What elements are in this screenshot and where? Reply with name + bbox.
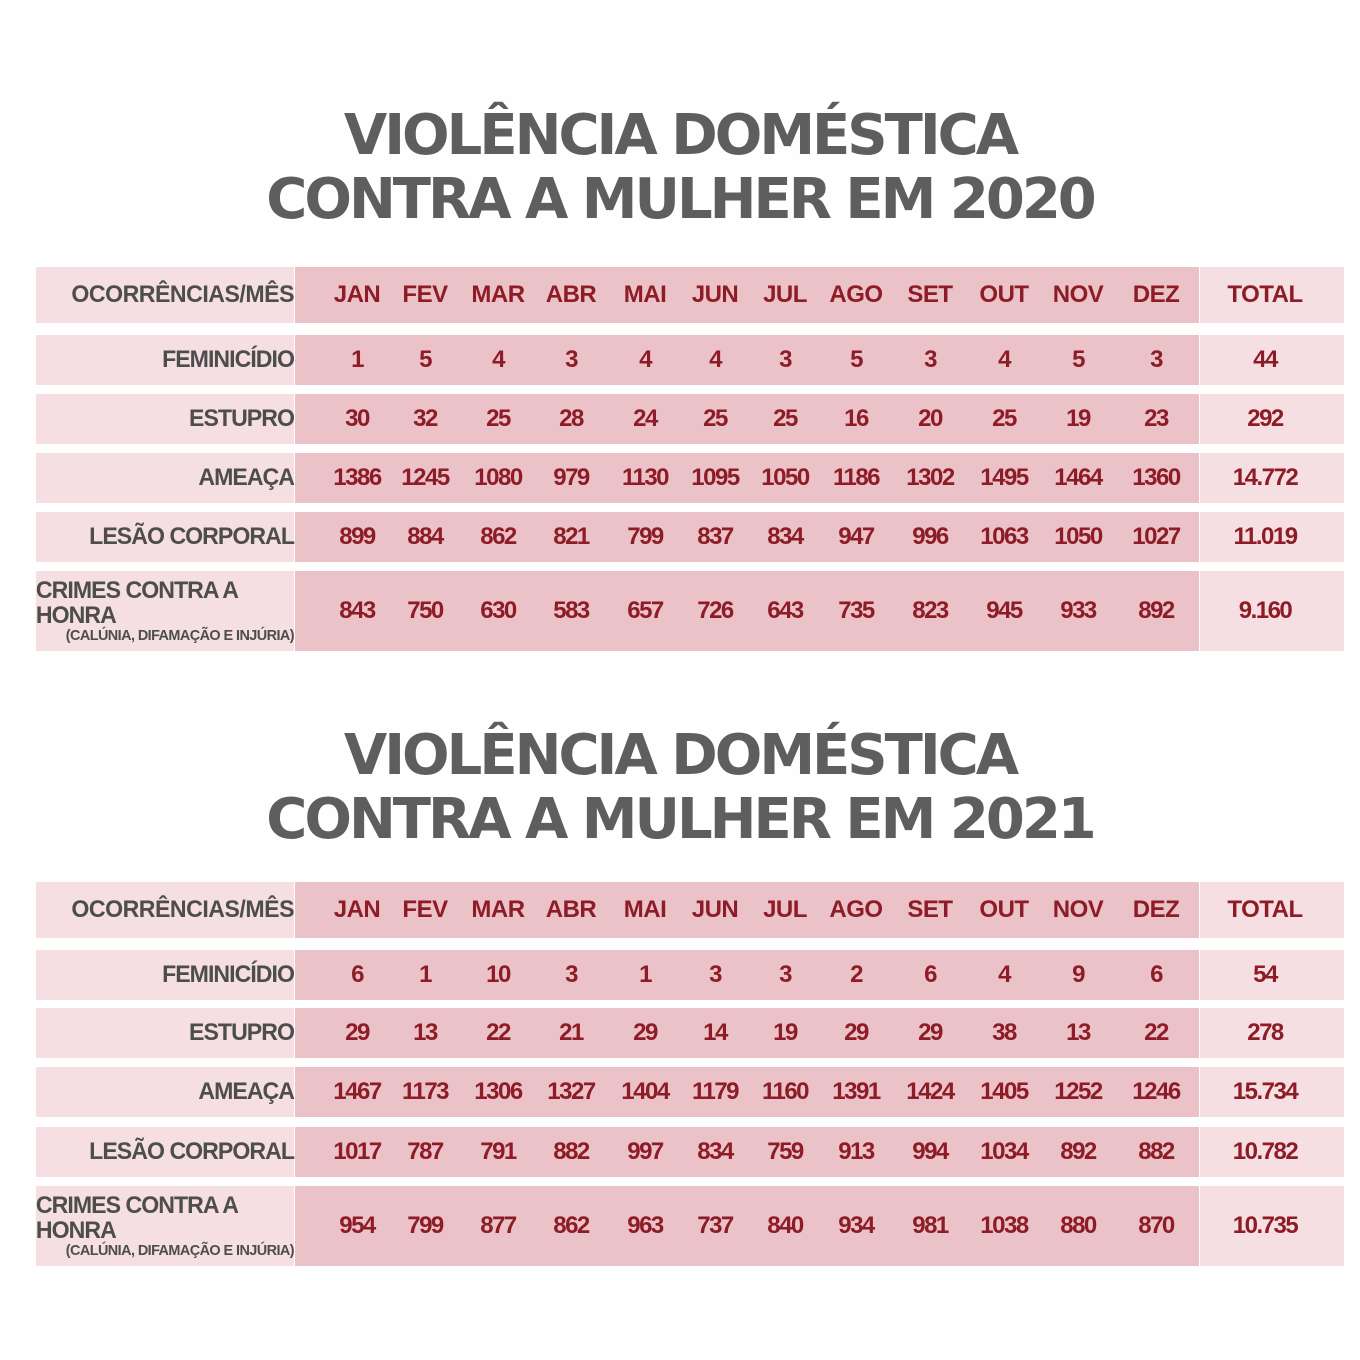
row-label: FEMINICÍDIO <box>36 950 294 1000</box>
month-value-4: 28 <box>559 405 583 432</box>
month-value-1: 1467 <box>333 1078 381 1105</box>
month-value-7: 1050 <box>761 464 809 491</box>
month-value-1: 1386 <box>333 464 381 491</box>
column-header-month-8: AGO <box>829 896 883 923</box>
month-value-3: 877 <box>480 1212 516 1239</box>
month-value-9: 29 <box>918 1019 942 1046</box>
month-value-6: 14 <box>703 1019 727 1046</box>
month-value-4: 3 <box>565 346 577 373</box>
column-header-total: TOTAL <box>1227 896 1303 923</box>
month-value-3: 862 <box>480 523 516 550</box>
column-header-month-2: FEV <box>402 281 448 308</box>
month-value-12: 6 <box>1150 961 1162 988</box>
month-value-6: 25 <box>703 405 727 432</box>
header-row <box>26 267 1344 323</box>
row-label-main: CRIMES CONTRA A HONRA <box>35 1191 238 1245</box>
table-title-2020 <box>0 104 1360 232</box>
table-row <box>26 394 1344 444</box>
table-2020 <box>26 267 1344 651</box>
column-header-month-6: JUN <box>691 281 739 308</box>
month-value-12: 892 <box>1138 597 1174 624</box>
row-label: ESTUPRO <box>36 394 294 444</box>
title-line-1: VIOLÊNCIA DOMÉSTICA <box>343 723 1017 788</box>
month-value-2: 5 <box>419 346 431 373</box>
month-value-7: 759 <box>767 1138 803 1165</box>
month-value-11: 892 <box>1060 1138 1096 1165</box>
month-value-3: 10 <box>486 961 510 988</box>
month-value-5: 997 <box>627 1138 663 1165</box>
month-value-12: 1246 <box>1132 1078 1180 1105</box>
month-value-1: 899 <box>339 523 375 550</box>
month-value-8: 1391 <box>832 1078 880 1105</box>
table-row <box>26 1067 1344 1117</box>
title-line-2: CONTRA A MULHER EM 2020 <box>266 167 1094 232</box>
month-value-5: 1130 <box>621 464 669 491</box>
month-value-7: 834 <box>767 523 803 550</box>
table-row <box>26 1008 1344 1058</box>
month-value-4: 979 <box>553 464 589 491</box>
month-value-5: 1404 <box>621 1078 669 1105</box>
column-header-month-5: MAI <box>623 281 667 308</box>
month-value-10: 945 <box>986 597 1022 624</box>
month-value-2: 13 <box>413 1019 437 1046</box>
month-value-12: 23 <box>1144 405 1168 432</box>
month-value-5: 657 <box>627 597 663 624</box>
month-value-10: 1034 <box>980 1138 1028 1165</box>
row-total: 10.735 <box>1232 1212 1298 1239</box>
month-value-6: 737 <box>697 1212 733 1239</box>
column-header-month-10: OUT <box>979 281 1029 308</box>
column-header-month-2: FEV <box>402 896 448 923</box>
month-value-5: 963 <box>627 1212 663 1239</box>
row-total: 9.160 <box>1238 597 1292 624</box>
month-value-8: 735 <box>838 597 874 624</box>
column-header-label: OCORRÊNCIAS/MÊS <box>36 882 294 938</box>
row-label <box>36 571 294 651</box>
month-value-3: 22 <box>486 1019 510 1046</box>
month-value-1: 843 <box>339 597 375 624</box>
row-total: 278 <box>1247 1019 1283 1046</box>
month-value-11: 933 <box>1060 597 1096 624</box>
month-value-1: 30 <box>345 405 369 432</box>
month-value-10: 1063 <box>980 523 1028 550</box>
month-value-2: 32 <box>413 405 437 432</box>
month-value-4: 21 <box>559 1019 583 1046</box>
table-row <box>26 453 1344 503</box>
month-value-7: 25 <box>773 405 797 432</box>
month-value-9: 823 <box>912 597 948 624</box>
month-value-6: 834 <box>697 1138 733 1165</box>
month-value-11: 1050 <box>1054 523 1102 550</box>
title-line-1: VIOLÊNCIA DOMÉSTICA <box>343 103 1017 168</box>
column-header-month-8: AGO <box>829 281 883 308</box>
month-value-6: 1179 <box>691 1078 739 1105</box>
title-line-2: CONTRA A MULHER EM 2021 <box>266 787 1094 852</box>
month-value-2: 787 <box>407 1138 443 1165</box>
month-value-1: 1017 <box>333 1138 381 1165</box>
table-title-2021 <box>0 724 1360 852</box>
month-value-2: 1173 <box>401 1078 449 1105</box>
row-total: 10.782 <box>1232 1138 1298 1165</box>
month-value-7: 1160 <box>761 1078 809 1105</box>
month-value-9: 994 <box>912 1138 948 1165</box>
month-value-3: 791 <box>480 1138 516 1165</box>
month-value-6: 4 <box>709 346 721 373</box>
month-value-12: 22 <box>1144 1019 1168 1046</box>
month-value-10: 1495 <box>980 464 1028 491</box>
month-value-5: 1 <box>639 961 651 988</box>
month-value-2: 1245 <box>401 464 449 491</box>
month-value-1: 6 <box>351 961 363 988</box>
month-value-9: 996 <box>912 523 948 550</box>
column-header-month-6: JUN <box>691 896 739 923</box>
row-label: LESÃO CORPORAL <box>36 1127 294 1177</box>
month-value-10: 1038 <box>980 1212 1028 1239</box>
column-header-month-7: JUL <box>763 896 807 923</box>
month-value-4: 862 <box>553 1212 589 1239</box>
column-header-month-12: DEZ <box>1132 281 1180 308</box>
month-value-7: 3 <box>779 961 791 988</box>
column-header-month-1: JAN <box>333 281 381 308</box>
month-value-9: 20 <box>918 405 942 432</box>
month-value-7: 840 <box>767 1212 803 1239</box>
month-value-3: 25 <box>486 405 510 432</box>
month-value-12: 1360 <box>1132 464 1180 491</box>
column-header-month-3: MAR <box>471 281 525 308</box>
row-label-sub: (CALÚNIA, DIFAMAÇÃO E INJÚRIA) <box>65 1242 294 1260</box>
month-value-10: 4 <box>998 961 1010 988</box>
row-label: AMEAÇA <box>36 1067 294 1117</box>
month-value-5: 29 <box>633 1019 657 1046</box>
table-row <box>26 335 1344 385</box>
column-header-month-10: OUT <box>979 896 1029 923</box>
month-value-7: 643 <box>767 597 803 624</box>
month-value-11: 1252 <box>1054 1078 1102 1105</box>
month-value-4: 882 <box>553 1138 589 1165</box>
column-header-month-4: ABR <box>545 896 597 923</box>
month-value-10: 1405 <box>980 1078 1028 1105</box>
month-value-2: 884 <box>407 523 443 550</box>
column-header-total: TOTAL <box>1227 281 1303 308</box>
column-header-month-12: DEZ <box>1132 896 1180 923</box>
month-value-9: 6 <box>924 961 936 988</box>
month-value-9: 1302 <box>906 464 954 491</box>
month-value-12: 882 <box>1138 1138 1174 1165</box>
column-header-month-11: NOV <box>1052 896 1104 923</box>
month-value-10: 4 <box>998 346 1010 373</box>
column-header-month-5: MAI <box>623 896 667 923</box>
month-value-5: 24 <box>633 405 657 432</box>
table-row <box>26 571 1344 651</box>
month-value-11: 1464 <box>1054 464 1102 491</box>
column-header-month-4: ABR <box>545 281 597 308</box>
column-header-month-1: JAN <box>333 896 381 923</box>
month-value-10: 25 <box>992 405 1016 432</box>
column-header-month-9: SET <box>907 281 953 308</box>
table-row <box>26 1186 1344 1266</box>
month-value-12: 3 <box>1150 346 1162 373</box>
month-value-11: 5 <box>1072 346 1084 373</box>
month-value-9: 3 <box>924 346 936 373</box>
column-header-month-7: JUL <box>763 281 807 308</box>
month-value-6: 837 <box>697 523 733 550</box>
month-value-6: 1095 <box>691 464 739 491</box>
month-value-4: 1327 <box>547 1078 595 1105</box>
column-header-month-9: SET <box>907 896 953 923</box>
month-value-9: 1424 <box>906 1078 954 1105</box>
month-value-8: 5 <box>850 346 862 373</box>
table-row <box>26 512 1344 562</box>
month-value-4: 583 <box>553 597 589 624</box>
month-value-8: 947 <box>838 523 874 550</box>
month-value-12: 870 <box>1138 1212 1174 1239</box>
month-value-8: 16 <box>844 405 868 432</box>
row-label-sub: (CALÚNIA, DIFAMAÇÃO E INJÚRIA) <box>65 627 294 645</box>
month-value-6: 726 <box>697 597 733 624</box>
table-2021 <box>26 882 1344 1266</box>
row-label-main: CRIMES CONTRA A HONRA <box>35 576 238 630</box>
row-label: AMEAÇA <box>36 453 294 503</box>
row-label <box>36 1186 294 1266</box>
month-value-2: 799 <box>407 1212 443 1239</box>
column-header-label: OCORRÊNCIAS/MÊS <box>36 267 294 323</box>
month-value-4: 3 <box>565 961 577 988</box>
month-value-7: 3 <box>779 346 791 373</box>
month-value-3: 1306 <box>474 1078 522 1105</box>
month-value-5: 799 <box>627 523 663 550</box>
month-value-8: 913 <box>838 1138 874 1165</box>
month-value-2: 750 <box>407 597 443 624</box>
column-header-month-11: NOV <box>1052 281 1104 308</box>
month-value-8: 2 <box>850 961 862 988</box>
table-row <box>26 1127 1344 1177</box>
row-label: FEMINICÍDIO <box>36 335 294 385</box>
month-value-3: 630 <box>480 597 516 624</box>
month-value-1: 29 <box>345 1019 369 1046</box>
month-value-10: 38 <box>992 1019 1016 1046</box>
month-value-8: 934 <box>838 1212 874 1239</box>
row-label: ESTUPRO <box>36 1008 294 1058</box>
column-header-month-3: MAR <box>471 896 525 923</box>
row-total: 54 <box>1253 961 1277 988</box>
month-value-9: 981 <box>912 1212 948 1239</box>
table-row <box>26 950 1344 1000</box>
month-value-11: 9 <box>1072 961 1084 988</box>
month-value-1: 1 <box>351 346 363 373</box>
month-value-3: 1080 <box>474 464 522 491</box>
month-value-7: 19 <box>773 1019 797 1046</box>
row-label: LESÃO CORPORAL <box>36 512 294 562</box>
month-value-2: 1 <box>419 961 431 988</box>
month-value-5: 4 <box>639 346 651 373</box>
row-total: 15.734 <box>1232 1078 1298 1105</box>
row-total: 44 <box>1253 346 1277 373</box>
header-row <box>26 882 1344 938</box>
month-value-1: 954 <box>339 1212 375 1239</box>
month-value-4: 821 <box>553 523 589 550</box>
month-value-3: 4 <box>492 346 504 373</box>
month-value-11: 880 <box>1060 1212 1096 1239</box>
month-value-11: 13 <box>1066 1019 1090 1046</box>
row-total: 14.772 <box>1232 464 1298 491</box>
row-total: 11.019 <box>1233 523 1297 550</box>
month-value-6: 3 <box>709 961 721 988</box>
month-value-8: 29 <box>844 1019 868 1046</box>
row-total: 292 <box>1247 405 1283 432</box>
month-value-12: 1027 <box>1132 523 1180 550</box>
month-value-11: 19 <box>1066 405 1090 432</box>
month-value-8: 1186 <box>832 464 880 491</box>
